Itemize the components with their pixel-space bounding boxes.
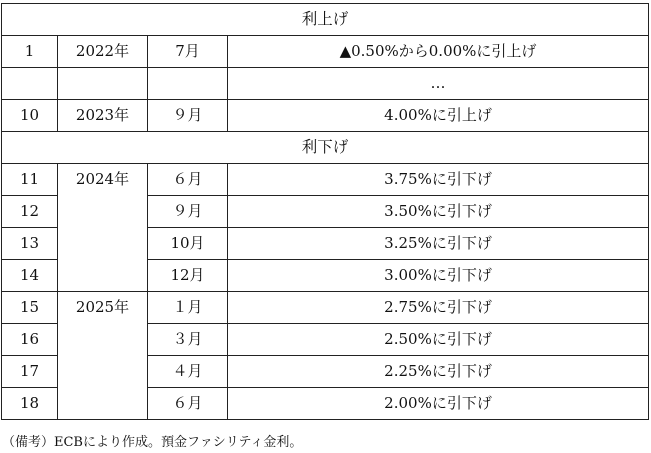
section-title-rate-cut: 利下げ <box>2 132 649 164</box>
row-number: 13 <box>2 228 58 260</box>
row-rate-change: 3.50%に引下げ <box>228 196 649 228</box>
table-row <box>2 164 649 196</box>
row-rate-change: ▲0.50%から0.00%に引上げ <box>228 36 649 68</box>
row-number: 15 <box>2 292 58 324</box>
row-month: １月 <box>148 292 228 324</box>
row-year: 2024年 <box>58 164 148 292</box>
row-year: 2023年 <box>58 100 148 132</box>
section-title-rate-hike: 利上げ <box>2 4 649 36</box>
table-row <box>2 68 649 100</box>
row-number: 18 <box>2 388 58 420</box>
table-row <box>2 36 649 68</box>
row-number: 16 <box>2 324 58 356</box>
row-month <box>148 68 228 100</box>
section-header-row <box>2 132 649 164</box>
row-year <box>58 68 148 100</box>
row-month: 7月 <box>148 36 228 68</box>
row-number: 11 <box>2 164 58 196</box>
row-year: 2022年 <box>58 36 148 68</box>
row-rate-change: 2.50%に引下げ <box>228 324 649 356</box>
row-year: 2025年 <box>58 292 148 420</box>
table-row <box>2 292 649 324</box>
row-rate-change: 3.00%に引下げ <box>228 260 649 292</box>
row-number: 10 <box>2 100 58 132</box>
row-rate-change: 3.25%に引下げ <box>228 228 649 260</box>
row-month: 12月 <box>148 260 228 292</box>
row-ellipsis: … <box>228 68 649 100</box>
row-number: 12 <box>2 196 58 228</box>
row-number: 1 <box>2 36 58 68</box>
row-month: ３月 <box>148 324 228 356</box>
row-rate-change: 2.25%に引下げ <box>228 356 649 388</box>
row-month: ４月 <box>148 356 228 388</box>
row-month: ９月 <box>148 100 228 132</box>
row-rate-change: 2.75%に引下げ <box>228 292 649 324</box>
row-rate-change: 2.00%に引下げ <box>228 388 649 420</box>
row-rate-change: 4.00%に引上げ <box>228 100 649 132</box>
row-month: ６月 <box>148 164 228 196</box>
row-month: ９月 <box>148 196 228 228</box>
table-row <box>2 100 649 132</box>
row-number <box>2 68 58 100</box>
ecb-rate-change-table <box>1 3 649 420</box>
source-note: （備考）ECBにより作成。預金ファシリティ金利。 <box>2 435 303 450</box>
row-month: 10月 <box>148 228 228 260</box>
section-header-row <box>2 4 649 36</box>
row-month: ６月 <box>148 388 228 420</box>
row-rate-change: 3.75%に引下げ <box>228 164 649 196</box>
row-number: 14 <box>2 260 58 292</box>
row-number: 17 <box>2 356 58 388</box>
